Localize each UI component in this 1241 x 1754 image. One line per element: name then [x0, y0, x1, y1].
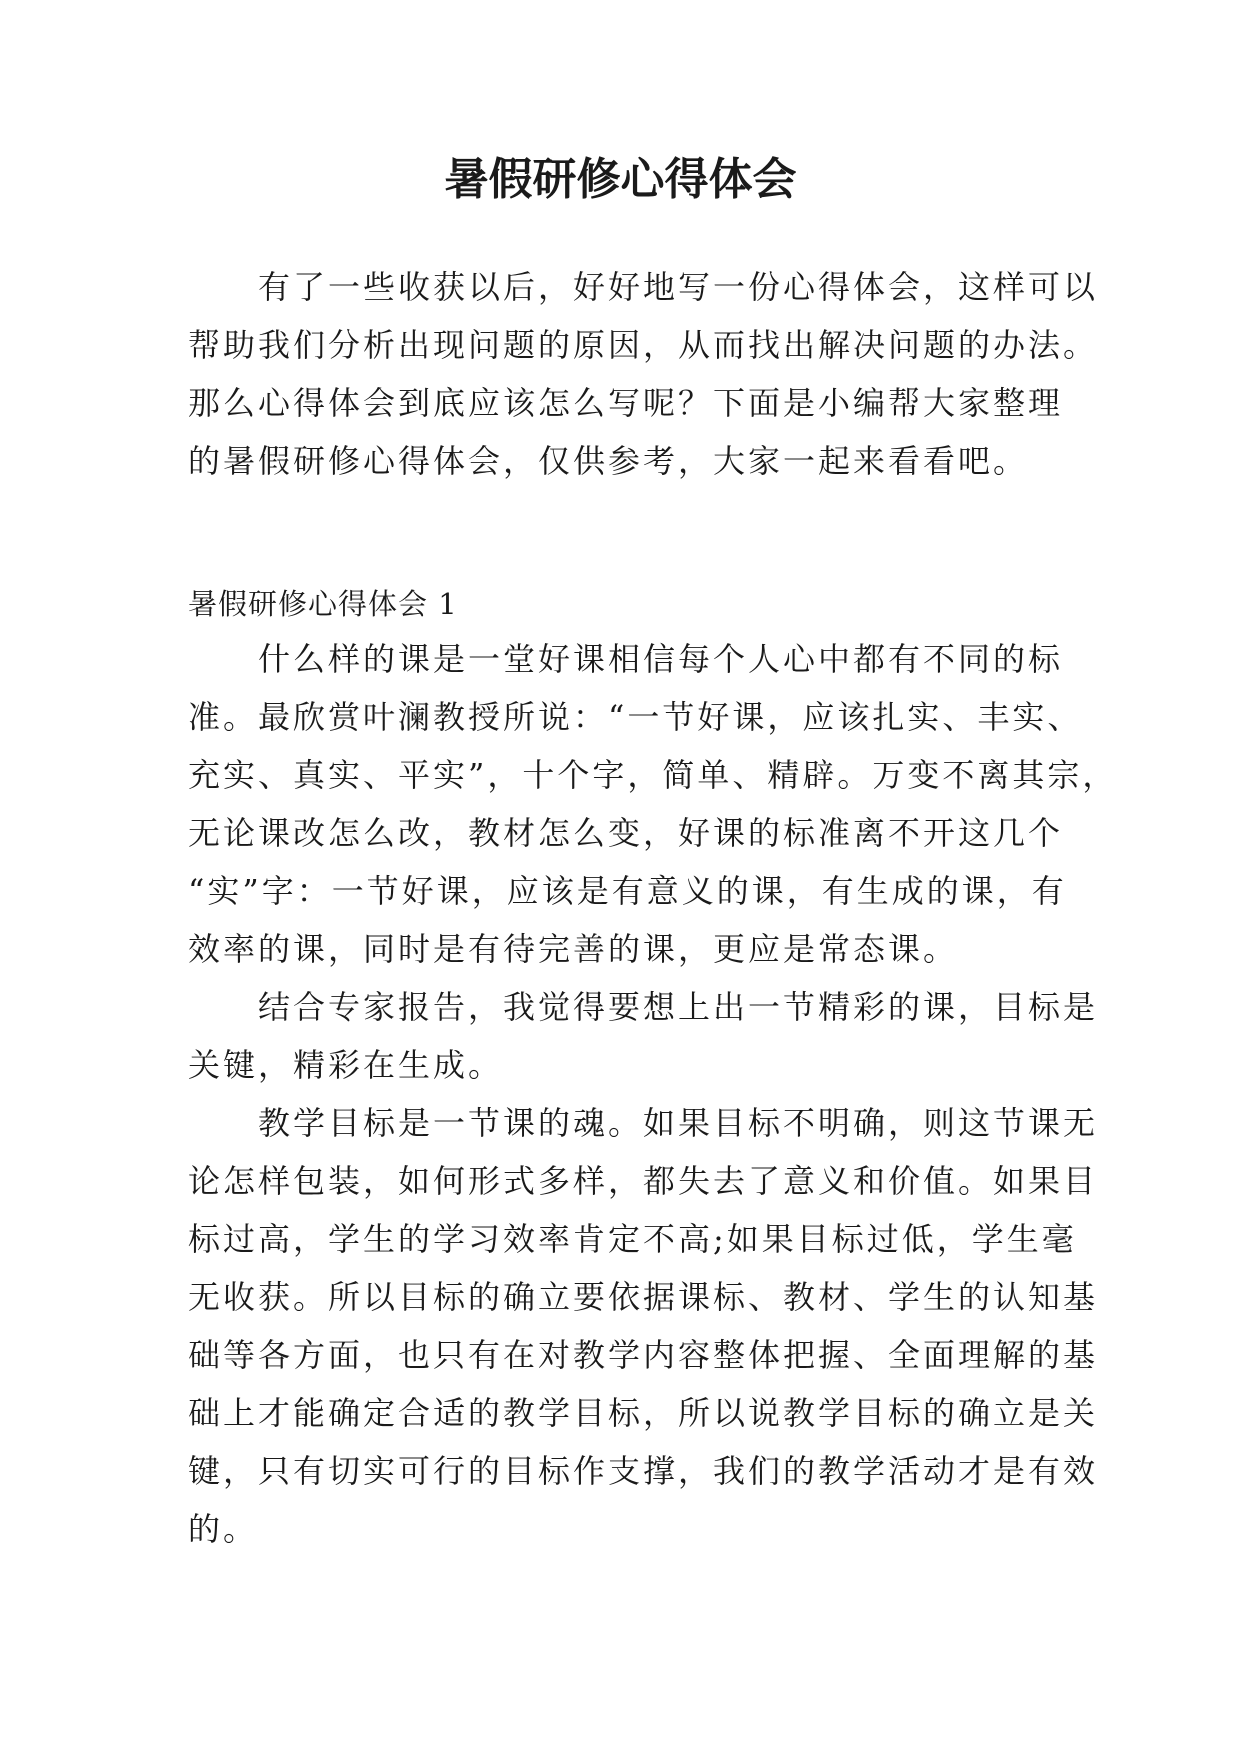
body-line: 效率的课，同时是有待完善的课，更应是常态课。 [188, 930, 959, 968]
body-line: 的。 [188, 1510, 259, 1548]
intro-line: 有了一些收获以后，好好地写一份心得体会，这样可以 [188, 268, 1099, 306]
intro-line: 帮助我们分析出现问题的原因，从而找出解决问题的办法。 [188, 326, 1099, 364]
intro-line: 那么心得体会到底应该怎么写呢？下面是小编帮大家整理 [188, 384, 1064, 422]
body-line: 准。最欣赏叶澜教授所说：“一节好课，应该扎实、丰实、 [188, 698, 1083, 736]
body-line: 础上才能确定合适的教学目标，所以说教学目标的确立是关 [188, 1394, 1099, 1432]
body-line: 充实、真实、平实”，十个字，简单、精辟。万变不离其宗， [188, 756, 1118, 794]
body-line: 教学目标是一节课的魂。如果目标不明确，则这节课无 [188, 1104, 1099, 1142]
body-line: 标过高，学生的学习效率肯定不高;如果目标过低，学生毫 [188, 1220, 1077, 1258]
body-line: 础等各方面，也只有在对教学内容整体把握、全面理解的基 [188, 1336, 1099, 1374]
section-heading: 暑假研修心得体会 1 [188, 587, 458, 621]
body-line: 无收获。所以目标的确立要依据课标、教材、学生的认知基 [188, 1278, 1099, 1316]
body-line: 什么样的课是一堂好课相信每个人心中都有不同的标 [188, 640, 1064, 678]
body-line: 无论课改怎么改，教材怎么变，好课的标准离不开这几个 [188, 814, 1064, 852]
intro-line: 的暑假研修心得体会，仅供参考，大家一起来看看吧。 [188, 442, 1029, 480]
body-line: 论怎样包装，如何形式多样，都失去了意义和价值。如果目 [188, 1162, 1099, 1200]
section-body [188, 630, 1118, 1558]
body-line: 结合专家报告，我觉得要想上出一节精彩的课，目标是 [188, 988, 1099, 1026]
body-line: 关键，精彩在生成。 [188, 1046, 504, 1084]
document-title: 暑假研修心得体会 [444, 154, 797, 205]
body-line: 键，只有切实可行的目标作支撑，我们的教学活动才是有效 [188, 1452, 1099, 1490]
body-line: “实”字：一节好课，应该是有意义的课，有生成的课，有 [188, 872, 1067, 910]
intro-paragraph [188, 258, 1099, 490]
